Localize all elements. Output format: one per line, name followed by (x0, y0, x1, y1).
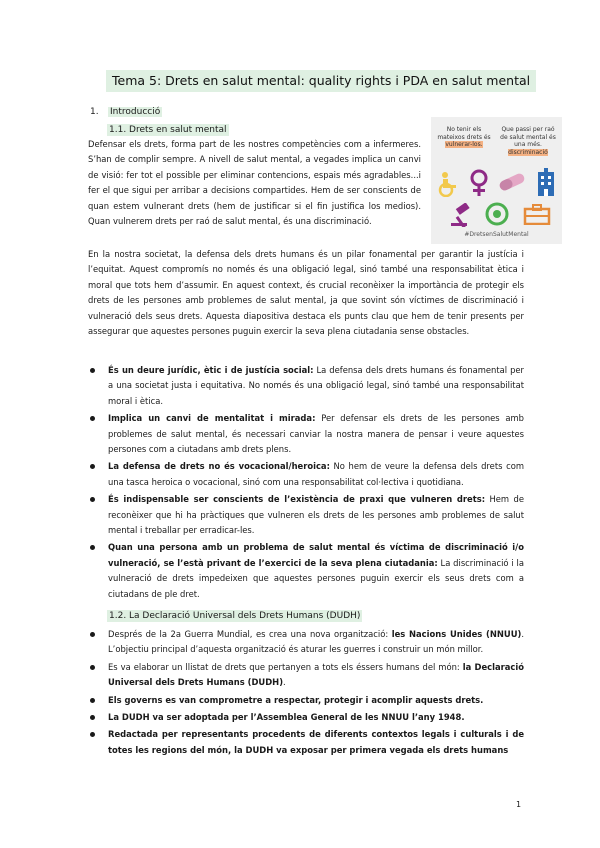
list-item (88, 693, 524, 708)
list-item (88, 492, 524, 538)
subsection-heading-2: 1.2. La Declaració Universal dels Drets Humans (DUDH) (109, 611, 361, 621)
list-item (88, 727, 524, 758)
bullet-dot (90, 497, 95, 502)
list-item (88, 363, 524, 409)
bullet-dot (90, 665, 95, 670)
list-item (88, 411, 524, 457)
page-title: Tema 5: Drets en salut mental: quality rights i PDA en salut mental (106, 70, 536, 92)
list-item-text: . (283, 677, 286, 688)
list-item (88, 660, 524, 691)
list-item-title: És un deure jurídic, ètic i de justícia social: (108, 365, 314, 375)
list-item-text: La defensa dels drets humans és fonamental per a una societat justa i equitativa. No només és una obligació legal, sinó també una responsabilitat moral i ètica. (108, 365, 524, 406)
infographic-left-text (434, 126, 494, 149)
bullet-dot (90, 715, 95, 720)
list-item (88, 459, 524, 490)
list-item-text: Es va elaborar un llistat de drets que pertanyen a tots els éssers humans del món: (108, 661, 463, 672)
list-item-text: Hem de reconèixer que hi ha pràctiques que vulneren els drets de les persones amb problemes de salut mental i treballar per erradicar-les. (108, 494, 524, 536)
bullet-dot (90, 368, 95, 373)
bullet-dot (90, 732, 95, 737)
list-item-emphasis: la Declaració Universal dels Drets Humans (DUDH) (108, 661, 524, 688)
list-item-emphasis: Redactada per representants procedents de diferents contextos legals i culturals i de totes les regions del món, la DUDH va exposar per primera vegada els drets humans (108, 729, 524, 755)
intro-paragraph: Defensar els drets, forma part de les nostres competències com a infermeres. S’han de complir sempre. A nivell de salut mental, a vegades implica un canvi de visió: fer tot el possible per eliminar contencions, espais més agradables...i fer el que sigui per arribar a decisions compartides. Hem de ser conscients de quan estem vulnerant drets (hem de justificar si el fin justifica los medios). Quan vulnerem drets per raó de salut mental, és una discriminació. (88, 139, 421, 227)
list-item (88, 540, 524, 602)
female-icon (469, 169, 489, 197)
section-label: Introducció (110, 107, 161, 117)
section-number: 1. (90, 107, 99, 117)
rights-infographic (431, 117, 562, 244)
bullet-dot (90, 545, 95, 550)
wheelchair-icon (435, 171, 459, 197)
gavel-icon (449, 203, 477, 227)
list-item-emphasis: les Nacions Unides (NNUU) (391, 629, 522, 639)
page-number: 1 (516, 800, 522, 809)
list-item (88, 710, 524, 725)
bullet-dot (90, 698, 95, 703)
infographic-left-pre: No tenir els mateixos drets és (437, 126, 491, 141)
pill-icon (497, 171, 527, 193)
list-item-title: És indispensable ser conscients de l’existència de praxi que vulneren drets: (108, 494, 486, 505)
infographic-left-highlight: vulnerar-los. (445, 141, 483, 148)
list-item-text: No hem de veure la defensa dels drets com una tasca heroica o vocacional, sinó com una responsabilitat col·lectiva i quotidiana. (108, 461, 524, 487)
society-paragraph: En la nostra societat, la defensa dels drets humans és un pilar fonamental per garantir la justícia i l’equitat. Aquest compromís no només és una obligació legal, sinó també una responsabilitat ètica i moral que tots hem d’assumir. En aquest context, és crucial reconèixer la importància de protegir els drets de les persones amb problemes de salut mental, ja que sovint són víctimes de discriminació i vulneració dels seus drets. Aquesta diapositiva destaca els punts clau que hem de tenir presents per assegurar que aquestes persones puguin exercir la seva plena ciutadania sense obstacles. (88, 249, 524, 337)
list-item-title: La defensa de drets no és vocacional/heroica: (108, 461, 330, 472)
list-item-emphasis: La DUDH va ser adoptada per l’Assemblea General de les NNUU l’any 1948. (108, 712, 465, 723)
bullet-dot (90, 632, 95, 637)
infographic-right-pre: Que passi per raó de salut mental és una més. (500, 126, 556, 148)
list-item-title: Quan una persona amb un problema de salut mental és víctima de discriminació i/o vulneració, se l’està privant de l’exercici de la seva plena ciutadania: (108, 542, 524, 568)
list-item-emphasis: Els governs es van comprometre a respectar, protegir i acomplir aquests drets. (108, 694, 484, 705)
bullet-dot (90, 416, 95, 421)
list-item-text: La discriminació i la vulneració de drets impedeixen que aquestes persones puguin exercir els seus drets com a ciutadans de ple dret. (108, 557, 524, 599)
subsection-heading-1: 1.1. Drets en salut mental (109, 125, 227, 135)
bullet-dot (90, 464, 95, 469)
pacifier-icon (485, 201, 509, 227)
infographic-hashtag: #DretsenSalutMental (464, 231, 529, 238)
list-item-text: . L’objectiu principal d’aquesta organització és aturar les guerres i construir un món millor. (108, 629, 524, 655)
list-item (88, 627, 524, 658)
briefcase-icon (523, 203, 551, 225)
list-item-title: Implica un canvi de mentalitat i mirada: (108, 413, 316, 424)
building-icon (535, 168, 557, 196)
dudh-list (88, 627, 524, 760)
infographic-right-text (497, 126, 559, 156)
rights-key-points-list (88, 363, 524, 604)
infographic-right-highlight: discriminació (508, 148, 548, 156)
list-item-text: Després de la 2a Guerra Mundial, es crea una nova organització: (108, 629, 392, 639)
list-item-text: Per defensar els drets de les persones amb problemes de salut mental, és necessari canviar la nostra manera de pensar i veure aquestes persones com a ciutadans amb drets plens. (108, 413, 524, 455)
section-heading (90, 106, 162, 118)
